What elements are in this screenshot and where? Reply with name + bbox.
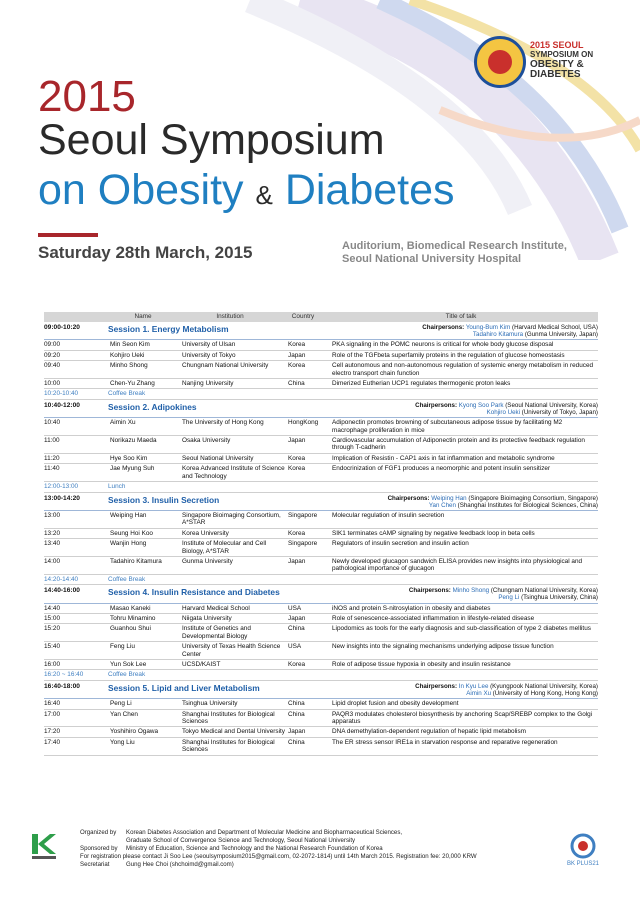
talk-title: Newly developed glucagon sandwich ELISA provides new insights into physiological and pathological importance of glucagon — [332, 557, 583, 573]
table-header: Name Institution Country Title of talk — [44, 312, 598, 322]
talk-row — [44, 660, 598, 670]
chairpersons — [324, 324, 598, 338]
session-time: 13:00-14:20 — [44, 494, 80, 502]
session-header — [44, 681, 598, 699]
chairperson-line — [324, 324, 598, 331]
talk-title: Role of adipose tissue hypoxia in obesity and insulin resistance — [332, 661, 511, 668]
talk-row — [44, 710, 598, 728]
chairperson-affiliation: (Singapore Bioimaging Consortium, Singapore) — [468, 494, 598, 502]
talk-time: 17:40 — [44, 738, 60, 746]
talk-title: PAQR3 modulates cholesterol biosynthesis by anchoring Scap/SREBP complex to the Golgi apparatus — [332, 710, 593, 726]
talk-time: 16:40 — [44, 700, 60, 708]
speaker-institution: Singapore Bioimaging Consortium, A*STAR — [182, 511, 281, 527]
speaker-institution: Osaka University — [182, 437, 231, 445]
session-title: Session 2. Adipokines — [108, 401, 197, 412]
talk-time: 16:00 — [44, 661, 60, 668]
speaker-name: Yun Sok Lee — [110, 661, 147, 668]
session-title: Session 5. Lipid and Liver Metabolism — [108, 682, 260, 693]
talk-title: SIK1 terminates cAMP signaling by negative feedback loop in beta cells — [332, 529, 535, 537]
speaker-name: Seung Hoi Koo — [110, 529, 153, 537]
talk-title: Regulators of insulin secretion and insulin action — [332, 540, 469, 548]
talk-title: Dimerized Eutherian UCP1 regulates thermogenic proton leaks — [332, 380, 511, 388]
speaker-country: Korea — [288, 529, 306, 537]
talk-title: Cell autonomous and non-autonomous regulation of systemic energy metabolism in reduced electro transport chain function — [332, 362, 594, 377]
break-label: Coffee Break — [108, 575, 146, 583]
speaker-country: China — [288, 380, 305, 388]
speaker-name: Yong Liu — [110, 738, 135, 746]
talk-title: DNA demethylation-dependent regulation of hepatic lipid metabolism — [332, 728, 526, 736]
chairperson-name: Tadahiro Kitamura — [472, 331, 524, 339]
schedule-table — [44, 312, 598, 756]
footer: Organized by Korean Diabetes Association and Department of Molecular Medicine and Biopharmaceutical Sciences, Graduate School of Convergence Science and Technology, Seoul National University Sponsored by Ministry of Education, Science and Technology and the National Research Foundation of Korea For registration please contact Ji Soo Lee (seoulsymposium2015@gmail.com, 02-2072-1814) until 14th March 2015. Registration fee: 20,000 KRW Secretariat Gung Hee Choi (shchoimd@gmail.com) — [80, 829, 477, 869]
chairperson-line — [324, 690, 598, 697]
speaker-institution: Institute of Molecular and Cell Biology, A*STAR — [182, 540, 267, 555]
talk-row — [44, 454, 598, 464]
session-title: Session 4. Insulin Resistance and Diabetes — [108, 587, 280, 598]
speaker-name: Tadahiro Kitamura — [110, 557, 162, 565]
speaker-institution: Tokyo Medical and Dental University — [182, 728, 286, 736]
speaker-name: Wanjin Hong — [110, 540, 147, 548]
chairperson-affiliation: (University of Tokyo, Japan) — [521, 409, 598, 417]
talk-time: 15:40 — [44, 643, 60, 651]
talk-row — [44, 379, 598, 389]
break-label: Coffee Break — [108, 671, 146, 679]
speaker-institution: Institute of Genetics and Developmental Biology — [182, 625, 251, 640]
chairperson-name: Kyong Soo Park — [458, 401, 504, 409]
chairperson-affiliation: (Shanghai Institutes for Biological Sciences, China) — [457, 501, 598, 509]
talk-time: 09:40 — [44, 362, 60, 370]
speaker-institution: Chungnam National University — [182, 362, 269, 370]
talk-title: PKA signaling in the POMC neurons is critical for whole body glucose disposal — [332, 341, 554, 349]
speaker-country: Singapore — [288, 511, 318, 519]
korean-diabetes-association-logo — [30, 832, 62, 862]
speaker-name: Tohru Minamino — [110, 614, 156, 622]
speaker-name: Norikazu Maeda — [110, 437, 157, 445]
chairperson-affiliation: (Harvard Medical School, USA) — [512, 324, 598, 331]
break-row — [44, 482, 598, 492]
chairpersons — [324, 402, 598, 416]
bk-plus21-logo — [562, 833, 604, 867]
speaker-institution: Korea University — [182, 529, 229, 537]
talk-row — [44, 727, 598, 737]
speaker-institution: Seoul National University — [182, 454, 254, 462]
break-row — [44, 389, 598, 399]
talk-title: Role of senescence-associated inflammation in lifestyle-related disease — [332, 614, 535, 622]
break-label: Lunch — [108, 483, 126, 491]
break-time: 10:20-10:40 — [44, 390, 79, 398]
break-row — [44, 575, 598, 585]
talk-row — [44, 604, 598, 614]
speaker-country: Korea — [288, 454, 306, 462]
talk-row — [44, 642, 598, 660]
talk-title: The ER stress sensor IRE1a in starvation response and reparative regeneration — [332, 738, 558, 746]
speaker-name: Peng Li — [110, 700, 132, 708]
talk-row — [44, 529, 598, 539]
talk-time: 13:20 — [44, 529, 60, 537]
speaker-country: Korea — [288, 341, 306, 349]
talk-row — [44, 699, 598, 709]
speaker-country: Japan — [288, 728, 306, 736]
svg-text:BK PLUS21: BK PLUS21 — [566, 861, 600, 867]
chairperson-line — [324, 683, 598, 690]
speaker-institution: University of Ulsan — [182, 341, 236, 349]
speaker-name: Jae Myung Suh — [110, 465, 155, 473]
talk-title: Molecular regulation of insulin secretion — [332, 511, 445, 519]
logo-text: 2015 SEOUL SYMPOSIUM ON OBESITY & DIABETES — [530, 40, 594, 80]
speaker-institution: Nanjing University — [182, 380, 234, 388]
talk-time: 17:00 — [44, 710, 60, 718]
sessions — [44, 322, 598, 756]
talk-row — [44, 738, 598, 756]
talk-time: 09:00 — [44, 341, 60, 349]
chairperson-name: In Kyu Lee — [458, 682, 489, 690]
talk-row — [44, 436, 598, 454]
chairperson-label: Chairpersons: — [415, 401, 458, 409]
chairperson-line — [324, 495, 598, 502]
talk-title: Cardiovascular accumulation of Adiponectin protein and its protective feedback regulation through T-cadherin — [332, 437, 585, 452]
talk-time: 11:40 — [44, 465, 60, 473]
speaker-name: Chen-Yu Zhang — [110, 380, 155, 388]
break-time: 12:00-13:00 — [44, 483, 79, 491]
speaker-institution: Shanghai Institutes for Biological Sciences — [182, 710, 275, 726]
speaker-institution: Niigata University — [182, 614, 232, 622]
session-title: Session 3. Insulin Secretion — [108, 494, 220, 505]
title-year: 2015 — [38, 72, 136, 121]
speaker-name: Weiping Han — [110, 511, 147, 519]
speaker-country: Korea — [288, 661, 306, 668]
speaker-country: China — [288, 710, 305, 718]
speaker-name: Guanhou Shui — [110, 625, 151, 633]
chairperson-name: Weiping Han — [431, 494, 467, 502]
speaker-name: Aimin Xu — [110, 419, 136, 427]
talk-row — [44, 557, 598, 575]
accent-bar — [38, 233, 98, 237]
talk-title: New insights into the signaling mechanisms underlying adipose tissue function — [332, 643, 554, 651]
talk-title: Adiponectin promotes browning of subcutaneous adipose tissue by facilitating M2 macrophage proliferation in mice — [332, 419, 563, 434]
chairperson-affiliation: (Kyungpook National University, Korea) — [490, 682, 598, 690]
session-header — [44, 400, 598, 418]
talk-time: 11:20 — [44, 454, 60, 462]
speaker-institution: Tsinghua University — [182, 700, 238, 708]
talk-row — [44, 624, 598, 642]
talk-time: 17:20 — [44, 728, 60, 736]
break-row — [44, 670, 598, 680]
speaker-country: Japan — [288, 557, 306, 565]
talk-title: iNOS and protein S-nitrosylation in obesity and diabetes — [332, 604, 491, 612]
chairperson-line — [324, 587, 598, 594]
chairpersons — [324, 683, 598, 697]
talk-title: Lipid droplet fusion and obesity development — [332, 700, 459, 708]
session-time: 14:40-16:00 — [44, 587, 80, 595]
event-date: Saturday 28th March, 2015 — [38, 243, 253, 262]
speaker-country: Japan — [288, 351, 306, 359]
symposium-logo — [474, 36, 526, 88]
speaker-institution: The University of Hong Kong — [182, 419, 264, 427]
chairperson-affiliation: (Seoul National University, Korea) — [505, 401, 598, 409]
speaker-institution: UCSD/KAIST — [182, 661, 221, 668]
speaker-name: Feng Liu — [110, 643, 135, 651]
chairperson-name: Aimin Xu — [466, 690, 492, 698]
talk-row — [44, 511, 598, 529]
speaker-country: Korea — [288, 465, 306, 473]
chairperson-affiliation: (Chungnam National University, Korea) — [490, 587, 598, 595]
talk-row — [44, 351, 598, 361]
talk-time: 10:00 — [44, 380, 60, 388]
chairperson-line — [324, 502, 598, 509]
session-header — [44, 585, 598, 603]
speaker-country: Japan — [288, 437, 306, 445]
session-time: 16:40-18:00 — [44, 682, 80, 690]
chairpersons — [324, 587, 598, 601]
talk-title: Endocrinization of FGF1 produces a neomorphic and potent insulin sensitizer — [332, 465, 551, 473]
chairperson-label: Chairpersons: — [422, 324, 465, 331]
chairperson-line — [324, 331, 598, 338]
break-time: 16:20 ~ 16:40 — [44, 671, 84, 679]
talk-row — [44, 418, 598, 436]
speaker-institution: University of Tokyo — [182, 351, 236, 359]
talk-time: 09:20 — [44, 351, 60, 359]
chairperson-name: Kohjiro Ueki — [486, 409, 521, 417]
talk-time: 10:40 — [44, 419, 60, 427]
chairperson-name: Peng Li — [498, 594, 520, 602]
talk-time: 15:20 — [44, 625, 60, 633]
talk-row — [44, 539, 598, 557]
session-time: 10:40-12:00 — [44, 401, 80, 409]
speaker-country: Japan — [288, 614, 306, 622]
chairpersons — [324, 495, 598, 509]
venue: Auditorium, Biomedical Research Institute, Seoul National University Hospital — [342, 240, 567, 265]
chairperson-affiliation: (Tsinghua University, China) — [521, 594, 598, 602]
talk-time: 11:00 — [44, 437, 60, 445]
talk-time: 13:40 — [44, 540, 60, 548]
speaker-name: Kohjiro Ueki — [110, 351, 145, 359]
chairperson-line — [324, 409, 598, 416]
speaker-institution: Harvard Medical School — [182, 604, 250, 612]
speaker-country: Singapore — [288, 540, 318, 548]
speaker-name: Yan Chen — [110, 710, 138, 718]
session-header — [44, 493, 598, 511]
speaker-country: Korea — [288, 362, 306, 370]
talk-title: Role of the TGFbeta superfamily proteins in the regulation of glucose homeostasis — [332, 351, 565, 359]
speaker-country: HongKong — [288, 419, 319, 427]
speaker-institution: Korea Advanced Institute of Science and Technology — [182, 465, 285, 480]
speaker-country: China — [288, 625, 305, 633]
chairperson-affiliation: (University of Hong Kong, Hong Kong) — [492, 690, 598, 698]
talk-time: 15:00 — [44, 614, 60, 622]
speaker-country: China — [288, 700, 305, 708]
speaker-name: Masao Kaneki — [110, 604, 151, 612]
chairperson-line — [324, 594, 598, 601]
chairperson-name: Yan Chen — [428, 501, 456, 509]
chairperson-label: Chairpersons: — [415, 682, 458, 690]
chairperson-label: Chairpersons: — [387, 494, 430, 502]
chairperson-line — [324, 402, 598, 409]
session-time: 09:00-10:20 — [44, 324, 80, 331]
chairperson-name: Young-Bum Kim — [465, 324, 511, 331]
talk-row — [44, 361, 598, 379]
title-line2: Seoul Symposium — [38, 116, 385, 164]
session-title: Session 1. Energy Metabolism — [108, 324, 229, 334]
talk-time: 14:40 — [44, 604, 60, 612]
chairperson-label: Chairpersons: — [408, 587, 451, 595]
speaker-country: USA — [288, 604, 302, 612]
session-header — [44, 322, 598, 340]
speaker-name: Min Seon Kim — [110, 341, 150, 349]
talk-row — [44, 614, 598, 624]
break-time: 14:20-14:40 — [44, 575, 79, 583]
talk-title: Implication of Resistin - CAP1 axis in fat inflammation and metabolic syndrome — [332, 454, 555, 462]
speaker-country: China — [288, 738, 305, 746]
speaker-name: Yoshihiro Ogawa — [110, 728, 159, 736]
speaker-name: Minho Shong — [110, 362, 148, 370]
talk-time: 14:00 — [44, 557, 60, 565]
talk-row — [44, 464, 598, 482]
speaker-institution: University of Texas Health Science Center — [182, 643, 281, 658]
speaker-institution: Gunma University — [182, 557, 233, 565]
chairperson-name: Minho Shong — [452, 587, 490, 595]
talk-title: Lipodomics as tools for the early diagnosis and sub-classification of type 2 diabetes mellitus — [332, 625, 591, 633]
chairperson-affiliation: (Gunma University, Japan) — [524, 331, 598, 339]
title-line3: on Obesity & Diabetes — [38, 166, 455, 214]
break-label: Coffee Break — [108, 390, 146, 398]
speaker-country: USA — [288, 643, 302, 651]
talk-time: 13:00 — [44, 511, 60, 519]
talk-row — [44, 340, 598, 350]
speaker-name: Hye Soo Kim — [110, 454, 148, 462]
speaker-institution: Shanghai Institutes for Biological Sciences — [182, 738, 275, 754]
